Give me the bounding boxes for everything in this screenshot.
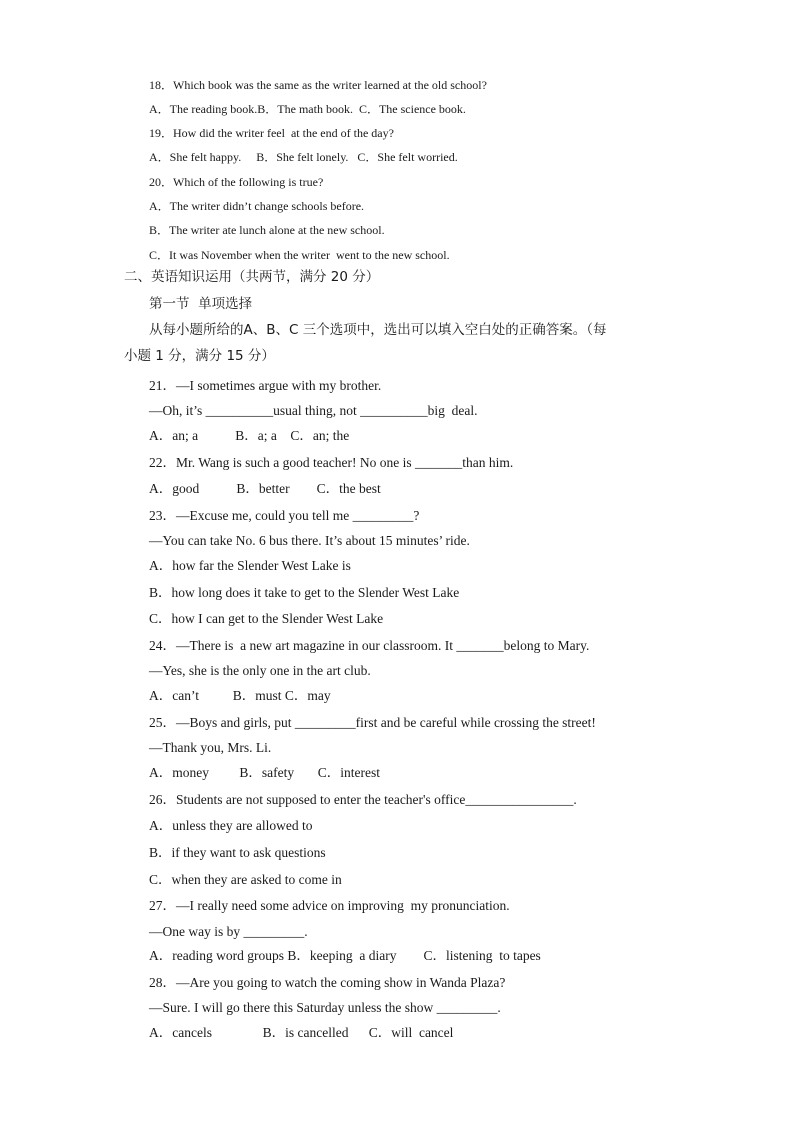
question-27-options: A．reading word groups B．keeping a diary C．listening to tapes [149, 948, 541, 963]
question-26-option-c: C．when they are asked to come in [149, 872, 342, 887]
question-25: 25．—Boys and girls, put _________first and be careful while crossing the street! [149, 715, 596, 730]
question-24-reply: —Yes, she is the only one in the art club. [149, 663, 371, 678]
question-20-option-c: C．It was November when the writer went to the new school. [149, 248, 450, 262]
question-19: 19．How did the writer feel at the end of the day? [149, 126, 394, 140]
question-27-reply: —One way is by _________. [149, 924, 308, 939]
question-23-option-b: B．how long does it take to get to the Slender West Lake [149, 585, 460, 600]
question-24-options: A．can’t B．must C．may [149, 688, 331, 703]
question-26-option-a: A．unless they are allowed to [149, 818, 313, 833]
question-20-option-b: B．The writer ate lunch alone at the new school. [149, 223, 385, 237]
question-25-reply: —Thank you, Mrs. Li. [149, 740, 272, 755]
question-27: 27．—I really need some advice on improving my pronunciation. [149, 898, 510, 913]
question-26: 26．Students are not supposed to enter the teacher's office________________. [149, 792, 577, 807]
question-21-options: A．an; a B．a; a C．an; the [149, 428, 350, 443]
instructions-line-2: 小题 1 分，满分 15 分） [124, 348, 275, 364]
question-21: 21．—I sometimes argue with my brother. [149, 378, 382, 393]
question-20: 20．Which of the following is true? [149, 175, 324, 189]
question-24: 24．—There is a new art magazine in our classroom. It _______belong to Mary. [149, 638, 590, 653]
question-28: 28．—Are you going to watch the coming show in Wanda Plaza? [149, 975, 506, 990]
question-23-option-a: A．how far the Slender West Lake is [149, 558, 351, 573]
question-20-option-a: A．The writer didn’t change schools before. [149, 199, 365, 213]
question-18-options: A．The reading book.B．The math book. C．The science book. [149, 102, 466, 116]
question-23-reply: —You can take No. 6 bus there. It’s about 15 minutes’ ride. [149, 533, 470, 548]
question-21-reply: —Oh, it’s __________usual thing, not __________big deal. [149, 403, 478, 418]
question-22-options: A．good B．better C．the best [149, 481, 381, 496]
question-19-options: A．She felt happy. B．She felt lonely. C．She felt worried. [149, 150, 458, 164]
question-28-options: A．cancels B．is cancelled C．will cancel [149, 1025, 454, 1040]
subsection-heading: 第一节 单项选择 [149, 296, 253, 312]
question-26-option-b: B．if they want to ask questions [149, 845, 326, 860]
question-28-reply: —Sure. I will go there this Saturday unless the show _________. [149, 1000, 501, 1015]
instructions-line-1: 从每小题所给的A、B、C 三个选项中，选出可以填入空白处的正确答案。（每 [149, 322, 607, 338]
question-18: 18．Which book was the same as the writer learned at the old school? [149, 78, 487, 92]
section-heading: 二、英语知识运用（共两节，满分 20 分） [124, 269, 380, 285]
question-23-option-c: C．how I can get to the Slender West Lake [149, 611, 384, 626]
question-23: 23．—Excuse me, could you tell me _________? [149, 508, 420, 523]
question-25-options: A．money B．safety C．interest [149, 765, 380, 780]
question-22: 22．Mr. Wang is such a good teacher! No one is _______than him. [149, 455, 514, 470]
